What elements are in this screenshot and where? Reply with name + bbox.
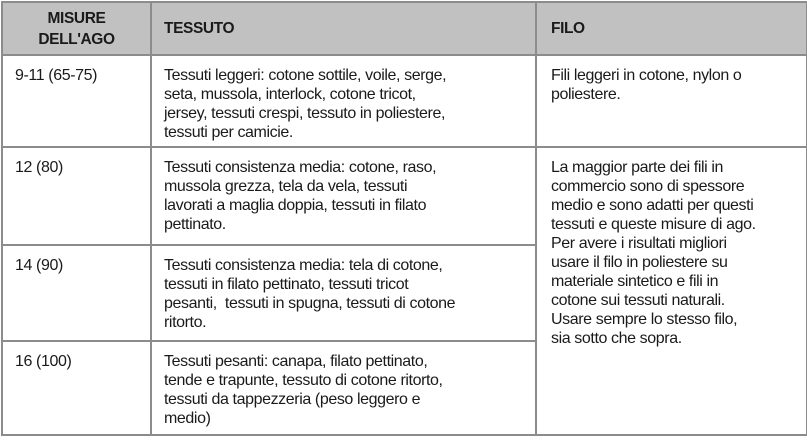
text-line: materiale sintetico e fili in xyxy=(551,273,719,290)
header-row xyxy=(2,2,807,55)
text-line: Tessuti pesanti: canapa, filato pettinato, xyxy=(164,353,428,370)
header-text: MISURE xyxy=(47,9,106,27)
thread-cell xyxy=(536,55,807,147)
header-fabric: TESSUTO xyxy=(151,2,536,55)
text-line: usare il filo in poliestere su xyxy=(551,254,728,271)
text-line: pettinato. xyxy=(164,216,226,233)
text-line: lavorati a maglia doppia, tessuti in filato xyxy=(164,197,427,214)
text-line: medio) xyxy=(164,410,211,427)
text-line: La maggior parte dei fili in xyxy=(551,159,724,176)
text-line: Tessuti consistenza media: cotone, raso, xyxy=(164,159,437,176)
text-line: Fili leggeri in cotone, nylon o xyxy=(551,67,742,84)
text-line: tessuti da tappezzeria (peso leggero e xyxy=(164,391,421,408)
header-needle-size xyxy=(2,2,151,55)
needle-size-cell: 14 (90) xyxy=(2,245,151,341)
text-line: sia sotto che sopra. xyxy=(551,330,682,347)
needle-size-cell: 12 (80) xyxy=(2,147,151,245)
text-line: seta, mussola, interlock, cotone tricot, xyxy=(164,86,416,103)
text-line: cotone sui tessuti naturali. xyxy=(551,292,725,309)
header-text: DELL'AGO xyxy=(38,30,115,48)
text-line: poliestere. xyxy=(551,86,621,103)
text-line: pesanti, tessuti in spugna, tessuti di cotone xyxy=(164,295,456,312)
text-line: tessuti in filato pettinato, tessuti tricot xyxy=(164,276,409,293)
needle-size-cell: 16 (100) xyxy=(2,341,151,435)
text-line: tessuti per camicie. xyxy=(164,124,293,141)
text-line: medio e sono adatti per questi xyxy=(551,197,754,214)
text-line: ritorto. xyxy=(164,314,207,331)
text-line: mussola grezza, tela da vela, tessuti xyxy=(164,178,408,195)
text-line: Tessuti consistenza media: tela di cotone, xyxy=(164,257,443,274)
text-line: tende e trapunte, tessuto di cotone ritorto, xyxy=(164,372,443,389)
text-line: jersey, tessuti crespi, tessuto in poliestere, xyxy=(164,105,445,122)
fabric-cell xyxy=(151,55,536,147)
text-line: commercio sono di spessore xyxy=(551,178,745,195)
shared-thread-cell xyxy=(536,147,807,435)
fabric-cell xyxy=(151,341,536,435)
fabric-cell xyxy=(151,147,536,245)
table-row xyxy=(2,147,807,245)
needle-fabric-thread-table xyxy=(1,1,807,436)
header-thread: FILO xyxy=(536,2,807,55)
text-line: Per avere i risultati migliori xyxy=(551,235,727,252)
text-line: tessuti e queste misure di ago. xyxy=(551,216,756,233)
table-row xyxy=(2,55,807,147)
text-line: Usare sempre lo stesso filo, xyxy=(551,311,738,328)
needle-size-cell: 9-11 (65-75) xyxy=(2,55,151,147)
fabric-cell xyxy=(151,245,536,341)
text-line: Tessuti leggeri: cotone sottile, voile, serge, xyxy=(164,67,447,84)
